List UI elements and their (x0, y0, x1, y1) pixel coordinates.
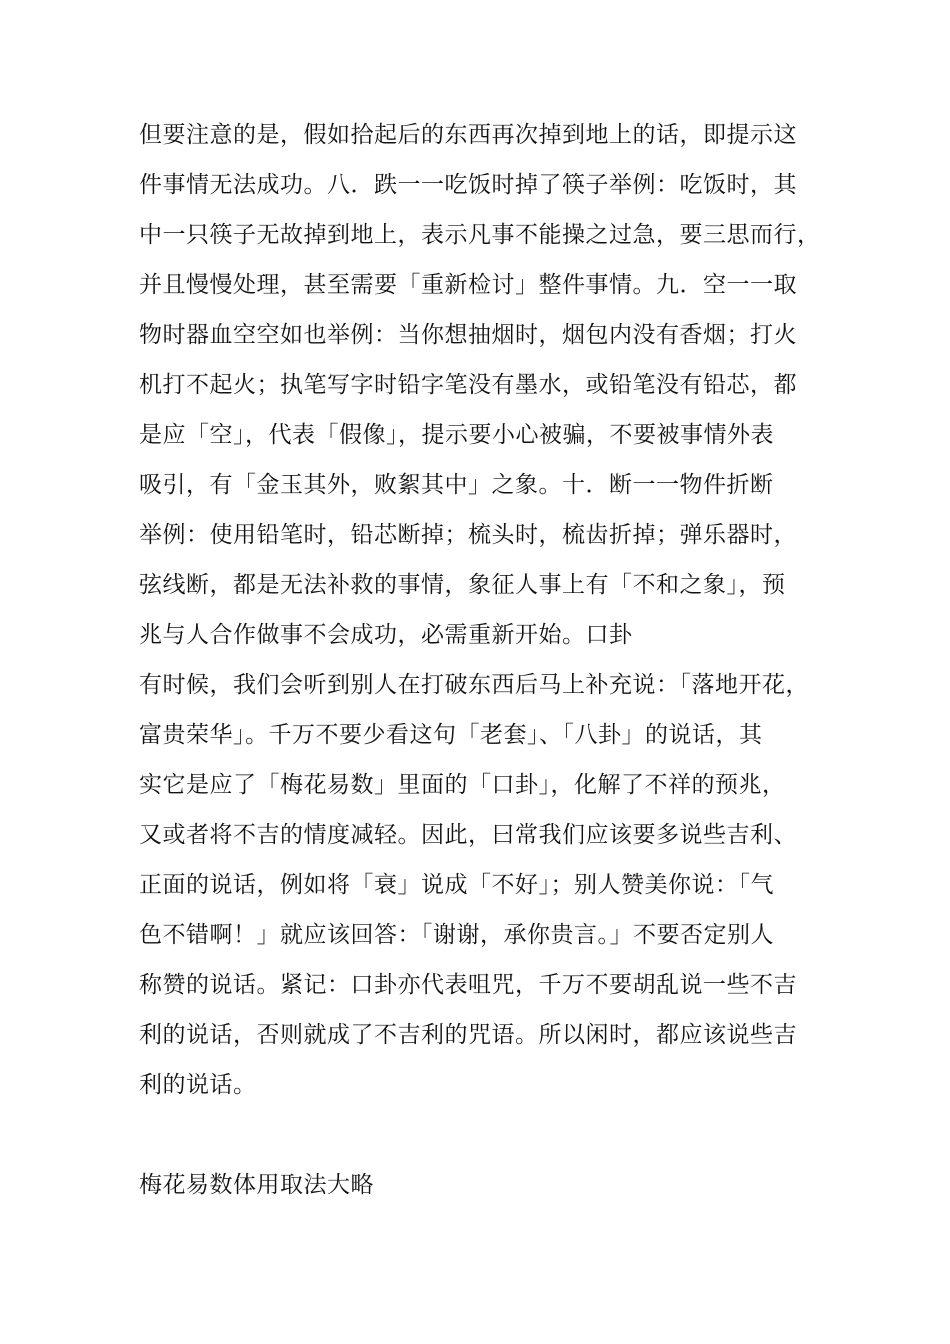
paragraph-line: 但要注意的是，假如拾起后的东西再次掉到地上的话，即提示这 (139, 122, 797, 148)
paragraph-line: 中一只筷子无故掉到地上，表示凡事不能操之过急，要三思而行， (139, 222, 821, 248)
paragraph-line: 富贵荣华」。千万不要少看这句「老套」、「八卦」的说话，其 (139, 722, 763, 748)
paragraph-line: 举例：使用铅笔时，铅芯断掉；梳头时，梳齿折掉；弹乐器时， (139, 522, 797, 548)
paragraph-line: 并且慢慢处理，甚至需要「重新检讨」整件事情。九．空一一取 (139, 272, 797, 298)
paragraph-line: 机打不起火；执笔写字时铅字笔没有墨水，或铅笔没有铅芯，都 (139, 372, 797, 398)
paragraph-line: 弦线断，都是无法补救的事情，象征人事上有「不和之象」，预 (139, 572, 786, 598)
paragraph-line: 物时器血空空如也举例：当你想抽烟时，烟包内没有香烟；打火 (139, 322, 797, 348)
paragraph-line: 利的说话。 (139, 1072, 257, 1098)
paragraph-line: 吸引，有「金玉其外，败絮其中」之象。十．断一一物件折断 (139, 472, 774, 498)
paragraph-line: 色不错啊！」就应该回答：「谢谢，承你贵言。」不要否定别人 (139, 922, 774, 948)
paragraph-line: 实它是应了「梅花易数」里面的「口卦」，化解了不祥的预兆， (139, 772, 786, 798)
paragraph-line: 称赞的说话。紧记：口卦亦代表咀咒，千万不要胡乱说一些不吉 (139, 972, 797, 998)
section-heading: 梅花易数体用取法大略 (139, 1172, 374, 1198)
paragraph-line: 兆与人合作做事不会成功，必需重新开始。口卦 (139, 622, 633, 648)
paragraph-line: 件事情无法成功。八．跌一一吃饭时掉了筷子举例：吃饭时，其 (139, 172, 797, 198)
paragraph-line: 有时候，我们会听到别人在打破东西后马上补充说：「落地开花， (139, 672, 809, 698)
paragraph-line: 正面的说话，例如将「衰」说成「不好」；别人赞美你说：「气 (139, 872, 774, 898)
paragraph-line: 是应「空」，代表「假像」，提示要小心被骗，不要被事情外表 (139, 422, 774, 448)
paragraph-line: 利的说话，否则就成了不吉利的咒语。所以闲时，都应该说些吉 (139, 1022, 797, 1048)
paragraph-line: 又或者将不吉的情度减轻。因此，曰常我们应该要多说些吉利、 (139, 822, 797, 848)
